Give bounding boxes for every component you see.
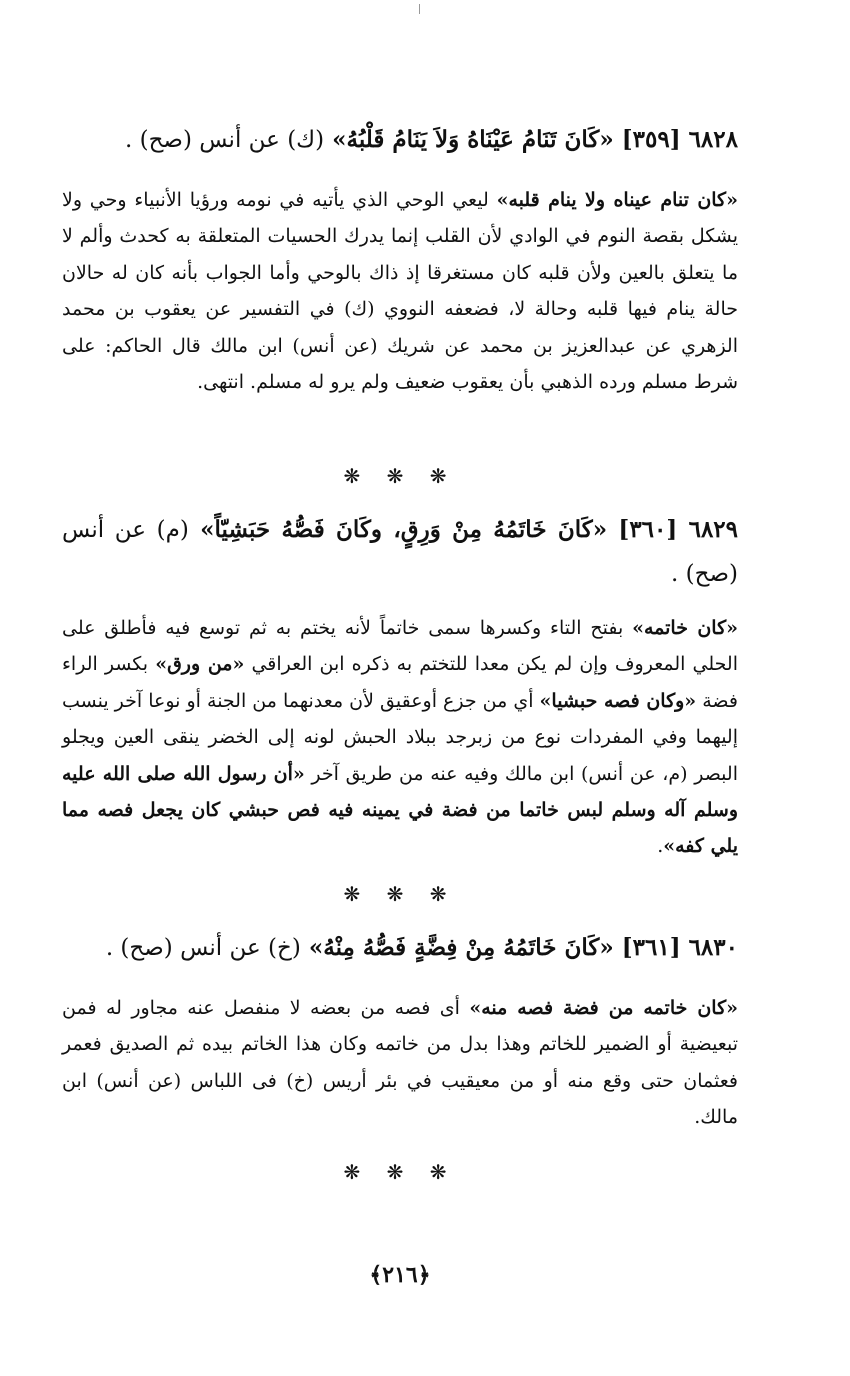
- hadith-source: (ك) عن أنس (صح) .: [124, 127, 325, 153]
- hadith-number: ٦٨٣٠ [٣٦١]: [621, 934, 738, 961]
- commentary-tail: (عن أنس) ابن مالك.: [62, 1069, 738, 1129]
- hadith-number: ٦٨٢٨ [٣٥٩]: [621, 126, 738, 153]
- commentary-quote: «وكان فصه حبشيا»: [539, 689, 697, 712]
- commentary-lead: «كان خاتمه من فضة فصه منه»: [469, 997, 739, 1019]
- hadith-entry-6830: [62, 926, 738, 970]
- hadith-source: (خ) عن أنس (صح) .: [105, 935, 301, 961]
- commentary-body: أى فصه من بعضه لا منفصل عنه مجاور له فمن تبعيضية أو الضمير للخاتم وهذا بدل من خاتمه وكان هذا الخاتم بيده ثم الصديق فعمر فعثمان حتى وقع منه أو من معيقيب في بئر أريس (خ) فى اللباس: [62, 997, 738, 1092]
- hadith-text: «كَانَ تَنَامُ عَيْنَاهُ وَلاَ يَنَامُ قَلْبُهُ»: [332, 126, 614, 153]
- commentary-6828: [62, 182, 738, 400]
- commentary-6830: [62, 990, 738, 1136]
- document-page: [62, 0, 738, 1376]
- commentary-body: بكسر الراء فضة: [62, 653, 738, 712]
- page-number: ﴿٢١٦﴾: [369, 1262, 431, 1288]
- section-separator: ❋ ❋ ❋: [343, 1160, 457, 1184]
- commentary-body: ليعي الوحي الذي يأتيه في نومه ورؤيا الأنبياء وحي ولا يشكل بقصة النوم في الوادي لأن القلب إنما يدرك الحسيات المتعلقة به كحدث وألم لا ما يتعلق بالعين ولأن قلبه كان مستغرقا إذ ذاك بالوحي وأما الجواب بأنه كان له حالان حالة ينام فيها قلبه وحالة لا، فضعفه النووي (ك) في التفسير عن يعقوب بن محمد الزهري عن عبدالعزيز بن محمد عن شريك (عن أنس) ابن مالك قال الحاكم: على شرط مسلم ورده الذهبي بأن يعقوب ضعيف ولم يرو له مسلم. انتهى.: [62, 189, 738, 394]
- commentary-lead: «كان تنام عيناه ولا ينام قلبه»: [496, 189, 738, 211]
- hadith-text: «كَانَ خَاتَمُهُ مِنْ فِضَّةٍ فَصُّهُ مِنْهُ»: [308, 934, 614, 961]
- commentary-lead: «كان خاتمه»: [632, 617, 738, 639]
- section-separator: ❋ ❋ ❋: [343, 882, 457, 906]
- hadith-source: (م) عن أنس (صح) .: [62, 517, 738, 587]
- section-separator: ❋ ❋ ❋: [343, 464, 457, 488]
- commentary-6829: [62, 610, 738, 865]
- commentary-end: .: [657, 835, 664, 858]
- hadith-number: ٦٨٢٩ [٣٦٠]: [618, 516, 739, 543]
- hadith-text: «كَانَ خَاتَمُهُ مِنْ وَرِقٍ، وكَانَ فَصُّهُ حَبَشِيّاً»: [200, 516, 608, 543]
- commentary-body: بفتح التاء وكسرها سمى خاتماً لأنه يختم به ثم توسع فيه فأطلق على الحلي المعروف وإن لم يكن معدا للتختم به ذكره ابن العراقي: [62, 617, 738, 676]
- hadith-entry-6828: [62, 118, 738, 162]
- commentary-quote: «من ورق»: [155, 653, 245, 676]
- commentary-quote: «أن رسول الله صلى الله عليه وسلم آله وسلم لبس خاتما من فضة في يمينه فيه فص حبشي كان يجعل فصه مما يلي كفه»: [62, 762, 738, 858]
- hadith-entry-6829: [62, 508, 738, 596]
- commentary-body: أي من جزع أوعقيق لأن معدنهما من الجنة أو نوعا آخر ينسب إليهما وفي المفردات نوع من زبرجد ببلاد الحبش لونه إلى الخضر ينقى العين ويجلو البصر (م، عن أنس) ابن مالك وفيه عنه من طريق آخر: [62, 689, 738, 785]
